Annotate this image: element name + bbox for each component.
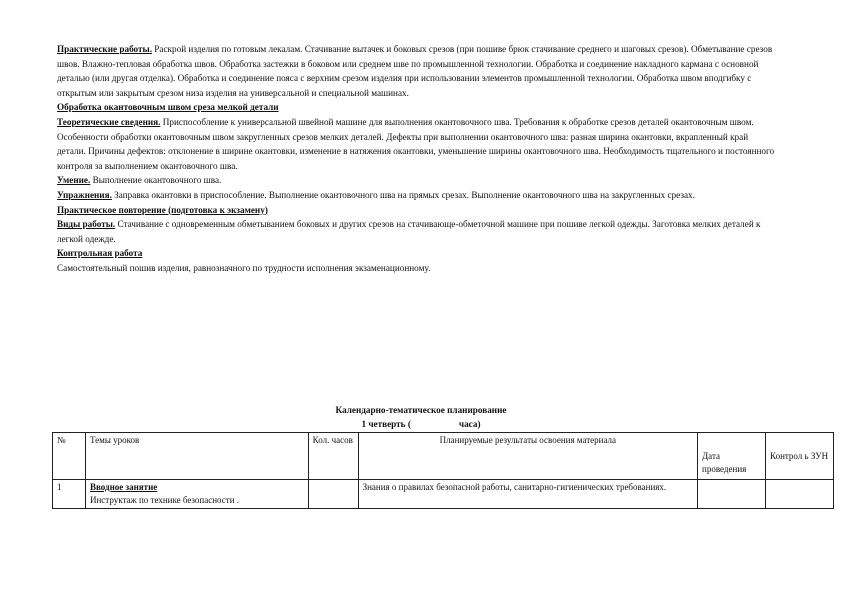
header-num: № [53,433,86,480]
header-control: Контрол ь ЗУН [766,449,834,480]
paragraph-title: Теоретические сведения. [57,116,161,127]
header-topics: Темы уроков [85,433,308,480]
paragraph-skill [57,173,779,188]
cell-topic [85,480,308,509]
quarter-heading [0,418,842,431]
paragraph-body: Стачивание с одновременным обметыванием боковых и других срезов на стачивающе-обметочной машине при пошиве легкой одежды. Заготовка мелких деталей к легкой одежде. [57,219,761,244]
topic-title: Вводное занятие [89,482,158,492]
table-header-row [53,433,834,450]
section-heading-practical-repetition: Практическое повторение (подготовка к экзамену) [57,204,268,215]
header-hours: Кол. часов [308,433,358,480]
topic-text: Инструктаж по технике безопасности . [89,495,240,505]
paragraph-body: Заправка окантовки в приспособление. Выполнение окантовочного шва на прямых срезах. Выполнение окантовочного шва на закругленных срезах. [111,189,695,200]
header-date: Дата проведения [698,449,766,480]
paragraph-work-types [57,217,779,246]
section-heading-control-work: Контрольная работа [57,248,143,259]
paragraph-title: Практические работы. [57,44,152,54]
plan-title: Календарно-тематическое планирование [335,405,507,415]
quarter-hours-label: часа) [458,419,481,429]
section-heading-edging-seam: Обработка окантовочным швом среза мелкой детали [57,102,279,113]
paragraph-title: Виды работы. [57,219,116,230]
paragraph-body: Раскрой изделия по готовым лекалам. Стачивание вытачек и боковых срезов (при пошиве брюк стачивание среднего и шаговых срезов). Обметывание срезов швов. Влажно-тепловая обработка швов. Обработка застежки в боковом или среднем шве по промышленной технологии. Обработка и соединение накладного кармана с основной деталью (или другая отделка). Обработка и соединение пояса с верхним срезом изделия при использовании элементов промышленной технологии. Обработка швом вподгибку с открытым или закрытым срезом низа изделия на универсальной и специальной машинах. [57,44,773,98]
plan-table [52,432,834,509]
paragraph-title: Умение. [57,175,91,186]
paragraph-body: Выполнение окантовочного шва. [90,175,222,186]
paragraph-theory [57,115,779,173]
header-results: Планируемые результаты освоения материала [358,433,697,480]
cell-num: 1 [53,480,86,509]
cell-hours [308,480,358,509]
cell-control [766,480,834,509]
paragraph-control-work: Самостоятельный пошив изделия, равнозначного по трудности исполнения экзаменационному. [57,262,431,273]
paragraph-exercises [57,188,779,203]
cell-results: Знания о правилах безопасной работы, санитарно-гигиенических требованиях. [358,480,697,509]
paragraph-practical-works [57,42,779,100]
quarter-label: 1 четверть ( [361,419,411,429]
cell-date [698,480,766,509]
paragraph-title: Упражнения. [57,189,112,200]
table-row [53,480,834,509]
paragraph-body: Приспособление к универсальной швейной машине для выполнения окантовочного шва. Требования к обработке срезов деталей окантовочным швом. Особенности обработки окантовочным швом закругленных срезов мелких деталей. Дефекты при выполнении окантовочного шва: разная ширина окантовки, вкрапленный край детали. Причины дефектов: отклонение в ширине окантовки, изменение в натяжения окантовки, уменьшение ширины окантовочного шва. Необходимость тщательного и постоянного контроля за выполнением окантовочного шва. [57,116,775,171]
program-text [57,42,779,276]
